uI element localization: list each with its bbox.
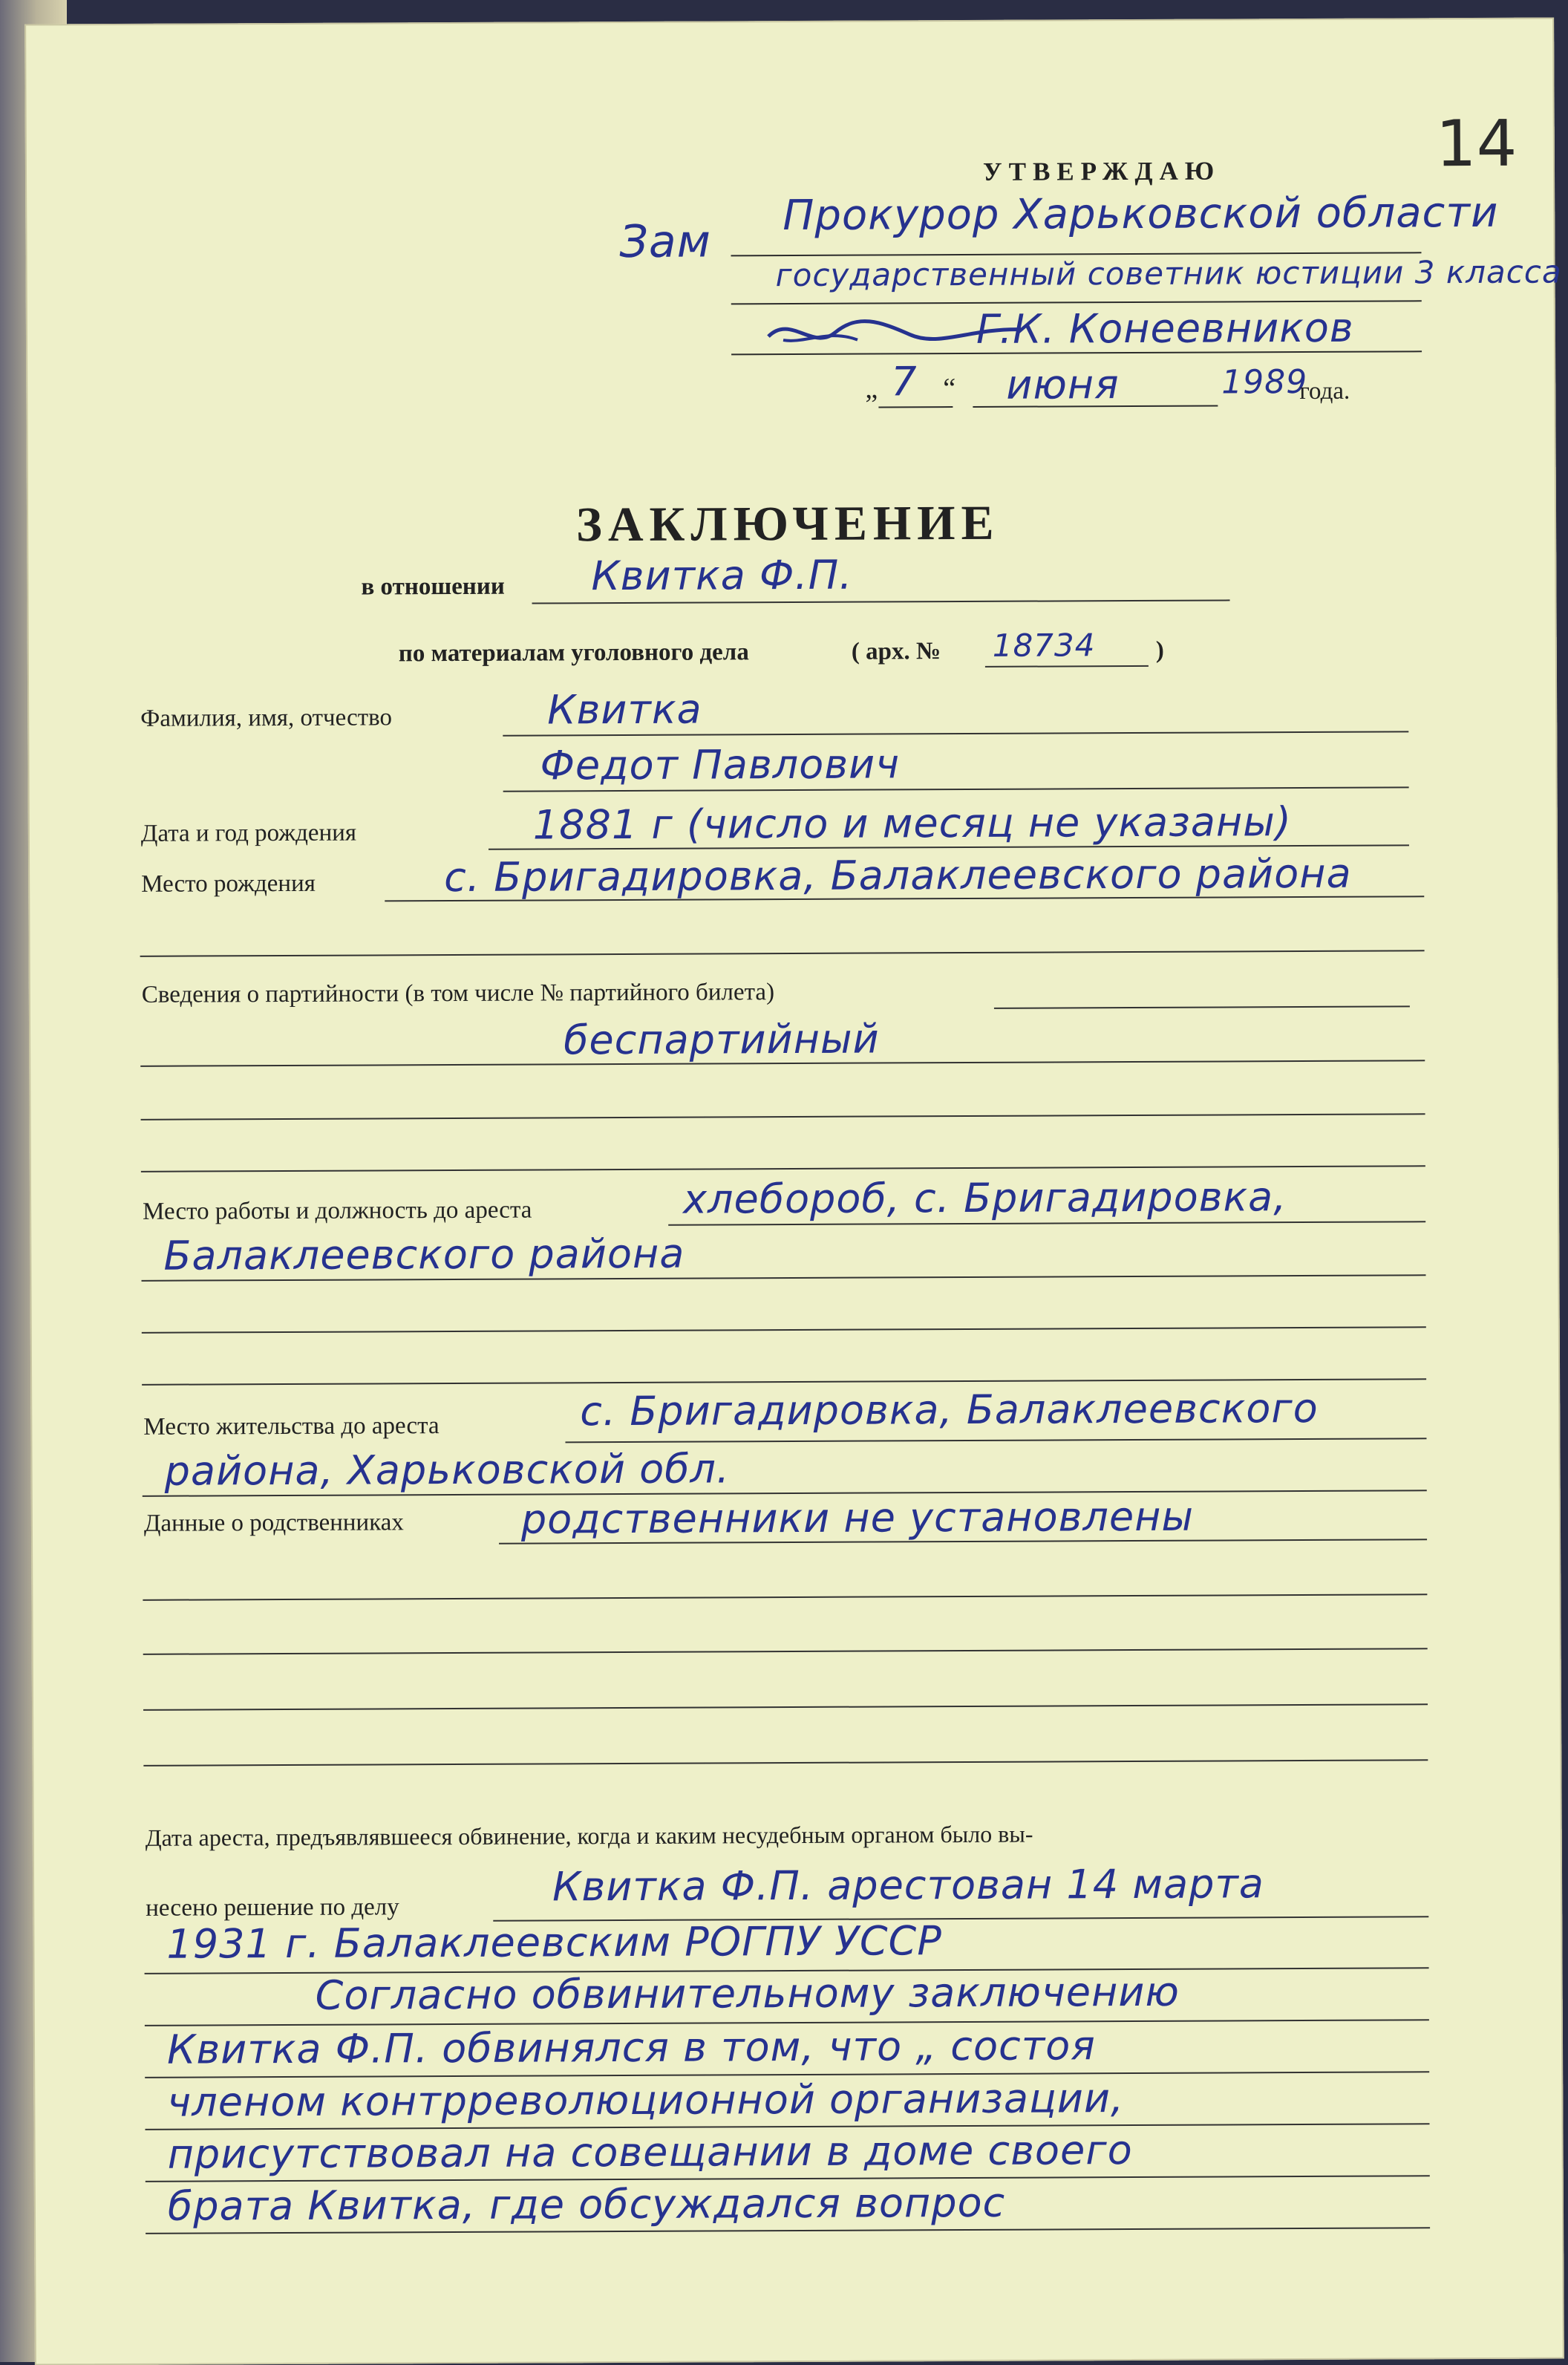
approval-rank: государственный советник юстиции 3 класса	[775, 253, 1562, 294]
arrest-line-7: брата Квитка, где обсуждался вопрос	[167, 2179, 1006, 2230]
date-quote-close: “	[943, 373, 956, 405]
approval-year-suffix: года.	[1299, 377, 1350, 405]
residence-label: Место жительства до ареста	[143, 1412, 440, 1441]
page-number: 14	[1435, 106, 1518, 182]
party-rule-4	[141, 1165, 1425, 1172]
fio-label: Фамилия, имя, отчество	[140, 704, 393, 732]
pob-value: с. Бригадировка, Балаклеевского района	[444, 849, 1352, 901]
relatives-rule-3	[143, 1648, 1428, 1655]
approval-prefix: Зам	[619, 215, 712, 269]
case-arch-close: )	[1155, 636, 1164, 664]
approval-date-year: 1989	[1221, 362, 1308, 402]
arrest-line-5: членом контрреволюционной организации,	[167, 2075, 1125, 2126]
date-quote-open: „	[865, 373, 878, 405]
arrest-line-1: Квитка Ф.П. арестован 14 марта	[552, 1860, 1265, 1911]
approval-position: Прокурор Харьковской области	[783, 188, 1499, 241]
relatives-label: Данные о родственниках	[143, 1509, 404, 1537]
work-rule-4	[142, 1378, 1426, 1386]
pob-rule-2	[140, 950, 1425, 957]
dob-label: Дата и год рождения	[140, 819, 357, 847]
arrest-label-2: несено решение по делу	[146, 1893, 399, 1922]
date-day-rule	[878, 406, 953, 408]
work-value-1: хлебороб, с. Бригадировка,	[682, 1173, 1287, 1223]
work-rule-3	[142, 1326, 1426, 1334]
arrest-line-3: Согласно обвинительному заключению	[315, 1968, 1180, 2019]
work-value-2: Балаклеевского района	[163, 1230, 685, 1279]
case-arch-number: 18734	[992, 627, 1096, 664]
pob-label: Место рождения	[141, 870, 316, 898]
approval-signer: Г.К. Конеевников	[976, 304, 1354, 353]
party-rule-1	[994, 1005, 1410, 1008]
subject-label: в отношении	[361, 573, 505, 601]
residence-value-1: с. Бригадировка, Балаклеевского	[580, 1384, 1319, 1435]
document-title: ЗАКЛЮЧЕНИЕ	[575, 495, 1000, 552]
fio-value-name: Федот Павлович	[540, 740, 901, 789]
arrest-line-2: 1931 г. Балаклеевским РОГПУ УССР	[166, 1917, 942, 1968]
residence-rule-1	[565, 1438, 1426, 1443]
subject-rule	[532, 599, 1230, 604]
subject-value: Квитка Ф.П.	[591, 551, 853, 600]
arrest-line-4: Квитка Ф.П. обвинялся в том, что „ состоя	[166, 2022, 1096, 2073]
case-arch-open: ( арх. №	[851, 638, 941, 665]
case-arch-rule	[985, 665, 1149, 668]
residence-value-2: района, Харьковской обл.	[164, 1445, 731, 1495]
party-rule-3	[141, 1113, 1425, 1120]
case-label: по материалам уголовного дела	[398, 639, 749, 668]
work-label: Место работы и должность до ареста	[143, 1196, 532, 1225]
arrest-line-6: присутствовал на совещании в доме своего	[167, 2127, 1133, 2178]
approval-date-month: июня	[1006, 361, 1120, 408]
relatives-rule-5	[143, 1759, 1428, 1767]
party-value: беспартийный	[563, 1015, 880, 1064]
fio-value-surname: Квитка	[547, 685, 702, 734]
relatives-rule-2	[143, 1593, 1427, 1601]
party-label: Сведения о партийности (в том числе № партийного билета)	[141, 979, 775, 1008]
dob-value: 1881 г (число и месяц не указаны)	[532, 798, 1293, 849]
document-sheet	[24, 18, 1564, 2365]
relatives-value: родственники не установлены	[520, 1493, 1195, 1543]
approval-heading: УТВЕРЖДАЮ	[982, 156, 1221, 186]
approval-date-day: 7	[891, 358, 918, 405]
relatives-rule-4	[143, 1703, 1428, 1711]
arrest-label-1: Дата ареста, предъявлявшееся обвинение, когда и каким несудебным органом было вы-	[145, 1820, 1033, 1851]
